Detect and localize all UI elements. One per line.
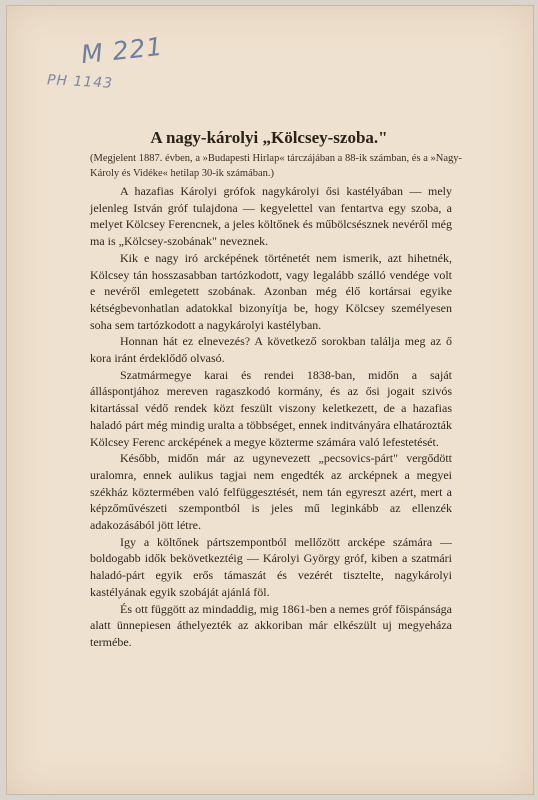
paragraph: Később, midőn már az ugynevezett „pecsovics-párt" vergődött uralomra, ennek aulikus tagjai nem engedték az arcképnek a megyei székház köztermében való felfüggesztését, nem tán egyreszt azért, mert a képzőművészeti szempontból is jeles mű leginkább az ellenzék adakozásából jött létre. <box>90 451 452 533</box>
publication-note: (Megjelent 1887. évben, a »Budapesti Hirlap« tárczájában a 88-ik számban, és a »Nagy-Károly és Vidéke« hetilap 30-ik számában.) <box>90 153 462 179</box>
paragraph: A hazafias Károlyi grófok nagykárolyi ősi kastélyában — mely jelenleg István gróf tulajdona — kegyelettel van fentartva egy szoba, a melyet Kölcsey Ferencnek, a jeles költőnek és műbölcsésznek nevéről még ma is „Kölcsey-szobának" neveznek. <box>90 184 452 249</box>
paragraph: Szatmármegye karai és rendei 1838-ban, midőn a saját álláspontjához mereven ragaszkodó kormány, és az ősi jogait szivós kitartással védő rendek közt feszült viszony keletkezett, de a hazafias haladó párt még mindig uralta a többséget, ennek inditványára elhatározták Kölcsey Ferenc arcképének a megye közterme számára való lefestetését. <box>90 367 452 449</box>
handwritten-catalog-number: M 221 <box>79 31 165 70</box>
paragraph: És ott függött az mindaddig, mig 1861-ben a nemes gróf főispánsága alatt ünnepiesen áthelyezték az akkoriban már elkészült uj megyeháza termébe. <box>90 601 452 649</box>
paragraph: Kik e nagy iró arcképének történetét nem ismerik, azt hihetnék, Kölcsey tán hosszasabban tartózkodott, vagy legalább szálló vendége volt e nevéről emlegetett szobának. Azonban még élő kortársai egyike kétségbevonhatlan adatokkal bizonyítja be, hogy Kölcsey személyesen soha sem tartózkodott a nagykárolyi kastélyban. <box>90 250 452 332</box>
paragraph: Honnan hát ez elnevezés? A következő sorokban találja meg az ő kora iránt érdeklődő olvasó. <box>90 334 452 366</box>
document-title: A nagy-károlyi „Kölcsey-szoba." <box>150 128 388 147</box>
article-body <box>90 183 452 651</box>
paragraph: Igy a költőnek pártszempontból mellőzött arcképe számára — boldogabb idők bekövetkeztéig — Károlyi György gróf, kiben a szatmári haladó-párt egyik erős támaszát és vezérét tisztelte, nagykárolyi kastélyának egyik szobáját ajánlá föl. <box>90 534 452 599</box>
handwritten-inventory-number: PH 1143 <box>46 72 114 92</box>
